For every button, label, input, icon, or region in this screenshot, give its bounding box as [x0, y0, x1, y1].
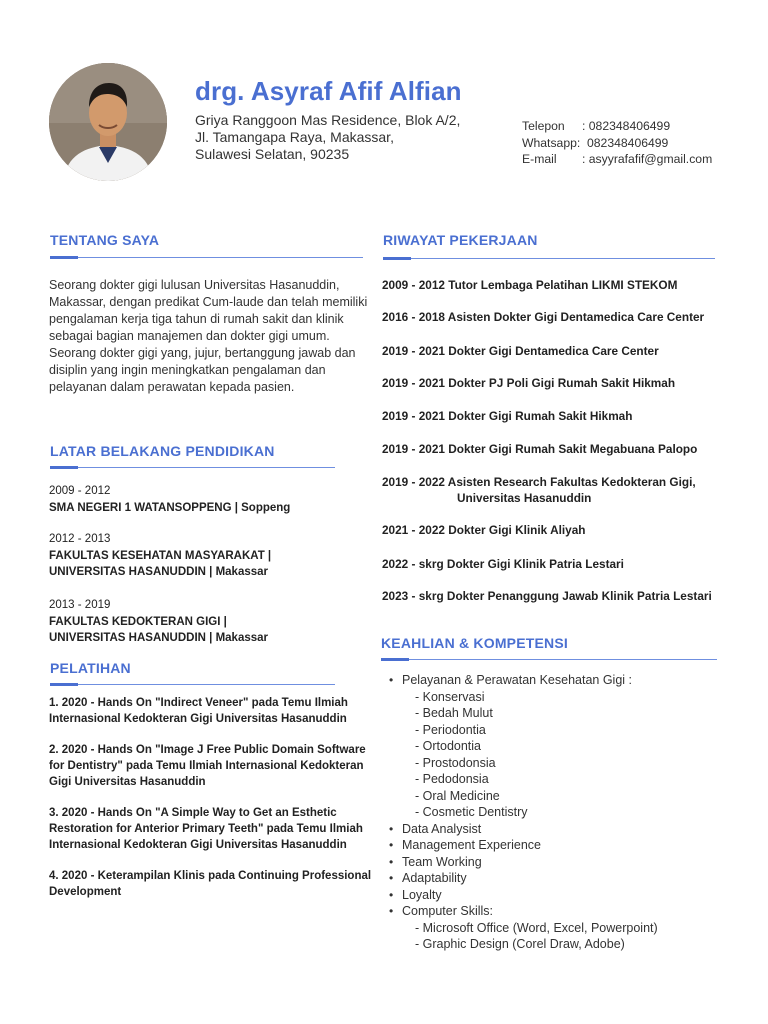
- skill-item: • Loyalty: [389, 887, 658, 904]
- education-item: [49, 531, 271, 581]
- skill-sub-item: - Graphic Design (Corel Draw, Adobe): [415, 937, 625, 951]
- training-item: 4. 2020 - Keterampilan Klinis pada Continuing Professional Development: [49, 870, 372, 898]
- skill-item: [389, 903, 658, 953]
- section-divider: [50, 684, 335, 685]
- contact-block: [522, 118, 712, 168]
- skill-sub-item: - Periodontia: [415, 722, 486, 737]
- work-item: 2019 - 2021 Dokter PJ Poli Gigi Rumah Sakit Hikmah: [382, 376, 676, 390]
- work-item: 2019 - 2021 Dokter Gigi Rumah Sakit Hikmah: [382, 409, 633, 423]
- contact-label: Whatsapp:: [522, 135, 581, 150]
- contact-phone: [522, 118, 712, 135]
- education-item: [49, 483, 290, 516]
- contact-value: : asyyrafafif@gmail.com: [582, 152, 713, 166]
- section-title-training: PELATIHAN: [50, 660, 131, 676]
- section-title-skills: KEAHLIAN & KOMPETENSI: [381, 635, 568, 651]
- section-divider: [50, 467, 335, 468]
- training-item: 2. 2020 - Hands On "Image J Free Public Domain Software for Dentistry" pada Temu Ilmiah Internasional Kedokteran Gigi Universitas Hasanuddin: [49, 744, 366, 788]
- address-line: Jl. Tamangapa Raya, Makassar,: [195, 129, 394, 145]
- skill-item: • Data Analysist: [389, 821, 658, 838]
- applicant-name: drg. Asyraf Afif Alfian: [195, 76, 462, 106]
- work-item-line: 2019 - 2022 Asisten Research Fakultas Kedokteran Gigi,: [382, 475, 696, 489]
- skills-list: [389, 672, 658, 953]
- skill-item: • Team Working: [389, 854, 658, 871]
- skill-sub-item: - Ortodontia: [415, 739, 482, 753]
- contact-value: : 082348406499: [582, 119, 671, 133]
- skill-sub-item: - Pedodonsia: [415, 772, 489, 786]
- education-years: 2012 - 2013: [49, 533, 111, 545]
- skill-item: • Management Experience: [389, 837, 658, 854]
- education-school: FAKULTAS KESEHATAN MASYARAKAT |: [49, 549, 272, 562]
- work-item: 2021 - 2022 Dokter Gigi Klinik Aliyah: [382, 523, 586, 537]
- skill-item: • Adaptability: [389, 870, 658, 887]
- skill-sub-item: - Konservasi: [415, 689, 485, 704]
- skill-sub-item: - Bedah Mulut: [415, 706, 493, 720]
- section-title-education: LATAR BELAKANG PENDIDIKAN: [50, 443, 275, 459]
- skill-sub-item: - Cosmetic Dentistry: [415, 805, 528, 819]
- section-divider: [50, 257, 363, 258]
- section-divider: [383, 258, 715, 259]
- skill-sub-item: - Microsoft Office (Word, Excel, Powerpoint): [415, 920, 658, 935]
- about-text: Seorang dokter gigi lulusan Universitas Hasanuddin, Makassar, dengan predikat Cum-laude dan telah memiliki pengalaman kerja tiga tahun di rumah sakit dan klinik sebagai bagian manajemen dan dokter gigi umum. Seorang dokter gigi yang, jujur, bertanggung jawab dan disiplin yang ingin meningkatkan pengalaman dan pelayanan dalam perawatan kepada pasien.: [49, 278, 368, 394]
- skill-item: [389, 672, 658, 821]
- training-item: 3. 2020 - Hands On "A Simple Way to Get an Esthetic Restoration for Anterior Primary Teeth" pada Temu Ilmiah Internasional Kedokteran Gigi Universitas Hasanuddin: [49, 807, 363, 851]
- work-item: 2022 - skrg Dokter Gigi Klinik Patria Lestari: [382, 557, 624, 571]
- education-years: 2013 - 2019: [49, 599, 111, 611]
- education-years: 2009 - 2012: [49, 485, 111, 497]
- education-school: SMA NEGERI 1 WATANSOPPENG | Soppeng: [49, 501, 291, 514]
- work-item-continuation: Universitas Hasanuddin: [457, 491, 592, 505]
- address-line: Sulawesi Selatan, 90235: [195, 146, 350, 162]
- contact-whatsapp: [522, 135, 712, 152]
- contact-email: [522, 151, 712, 168]
- section-divider: [381, 659, 717, 660]
- work-item: 2023 - skrg Dokter Penanggung Jawab Klinik Patria Lestari: [382, 589, 712, 603]
- profile-photo: [49, 63, 167, 181]
- contact-label: E-mail: [522, 152, 557, 166]
- contact-label: Telepon: [522, 119, 565, 133]
- work-item: 2009 - 2012 Tutor Lembaga Pelatihan LIKMI STEKOM: [382, 278, 678, 292]
- work-item: 2016 - 2018 Asisten Dokter Gigi Dentamedica Care Center: [382, 310, 705, 324]
- skill-sub-item: - Oral Medicine: [415, 788, 500, 803]
- section-title-about: TENTANG SAYA: [50, 232, 160, 248]
- training-item: 1. 2020 - Hands On "Indirect Veneer" pada Temu Ilmiah Internasional Kedokteran Gigi Universitas Hasanuddin: [49, 697, 348, 725]
- address-block: [195, 112, 460, 163]
- skill-label: • Computer Skills:: [402, 904, 493, 918]
- work-item: [382, 474, 696, 506]
- skill-sub-item: - Prostodonsia: [415, 755, 496, 770]
- education-school: UNIVERSITAS HASANUDDIN | Makassar: [49, 632, 268, 644]
- address-line: Griya Ranggoon Mas Residence, Blok A/2,: [195, 112, 461, 128]
- education-school: UNIVERSITAS HASANUDDIN | Makassar: [49, 566, 268, 578]
- section-title-work: RIWAYAT PEKERJAAN: [383, 232, 538, 248]
- contact-value: 082348406499: [587, 135, 669, 150]
- profile-photo-illustration: [49, 63, 167, 181]
- education-school: FAKULTAS KEDOKTERAN GIGI |: [49, 615, 227, 628]
- work-item: 2019 - 2021 Dokter Gigi Dentamedica Care Center: [382, 344, 659, 358]
- work-item: 2019 - 2021 Dokter Gigi Rumah Sakit Megabuana Palopo: [382, 442, 698, 456]
- education-item: [49, 597, 268, 647]
- skill-label: • Pelayanan & Perawatan Kesehatan Gigi :: [402, 673, 633, 687]
